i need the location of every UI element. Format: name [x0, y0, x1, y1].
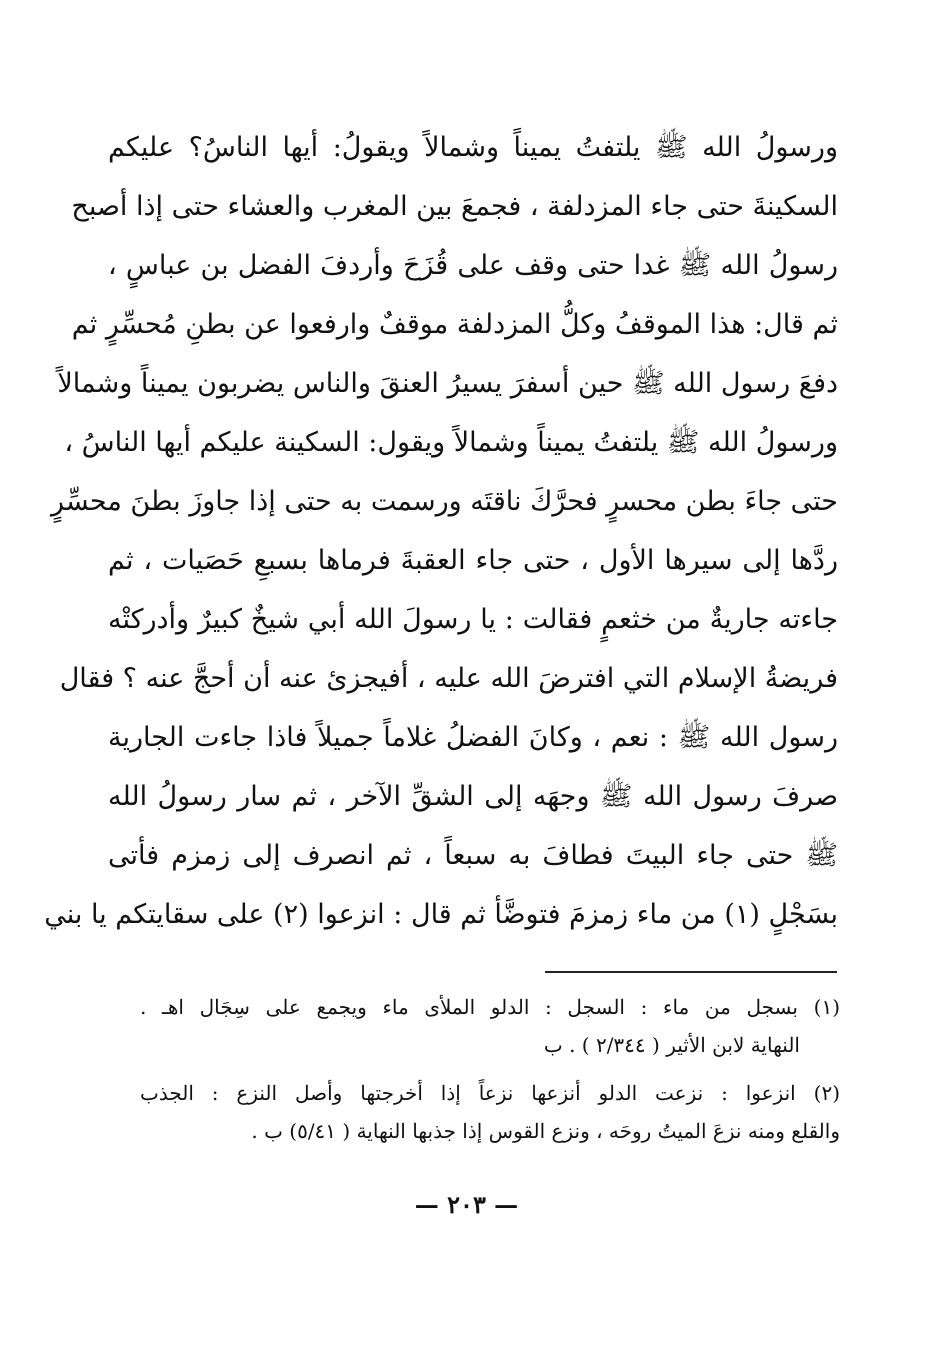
text-line: ﷺ حتى جاء البيتَ فطافَ به سبعاً ، ثم انصرف إلى زمزم فأتى — [108, 840, 838, 871]
footnote-gap — [140, 1064, 840, 1074]
text-line: رسولُ الله ﷺ غدا حتى وقف على قُزَحَ وأردفَ الفضل بن عباسٍ ، — [108, 250, 838, 281]
text-line: ورسولُ الله ﷺ يلتفتُ يميناً وشمالاً ويقول: السكينة عليكم أيها الناسُ ، — [64, 427, 838, 458]
footnote-2-line-1: (٢) انزعوا : نزعت الدلو أنزعها نزعاً إذا أخرجتها وأصل النزع : الجذب — [140, 1081, 840, 1105]
footnote-1-line-2: النهاية لابن الأثير ( ٢/٣٤٤ ) . ب — [543, 1033, 800, 1057]
text-line: بسَجْلٍ (١) من ماء زمزمَ فتوضَّأ ثم قال : انزعوا (٢) على سقايتكم يا بني — [44, 899, 838, 930]
footnote-separator — [545, 971, 837, 973]
footnote-2-line-2: والقلع ومنه نزعَ الميتُ روحَه ، ونزع القوس إذا جذبها النهاية ( ٥/٤١) ب . — [251, 1119, 840, 1143]
footnotes-block — [140, 988, 840, 1150]
text-line: ردَّها إلى سيرها الأول ، حتى جاء العقبةَ فرماها بسبعِ حَصَيات ، ثم — [108, 545, 838, 576]
text-line: السكينةَ حتى جاء المزدلفة ، فجمعَ بين المغرب والعشاء حتى إذا أصبح — [71, 191, 838, 222]
text-line: دفعَ رسول الله ﷺ حين أسفرَ يسيرُ العنقَ والناس يضربون يميناً وشمالاً — [57, 368, 838, 399]
text-line: ثم قال: هذا الموقفُ وكلُّ المزدلفة موقفٌ وارفعوا عن بطنِ مُحسِّرٍ ثم — [71, 309, 838, 340]
text-line: رسول الله ﷺ : نعم ، وكانَ الفضلُ غلاماً جميلاً فاذا جاءت الجارية — [108, 722, 838, 753]
text-line: فريضةُ الإسلام التي افترضَ الله عليه ، أفيجزئ عنه أن أحجَّ عنه ؟ فقال — [59, 663, 838, 694]
text-line: صرفَ رسول الله ﷺ وجهَه إلى الشقِّ الآخر ، ثم سار رسولُ الله — [108, 781, 838, 812]
page-number: — ٢٠٣ — — [414, 1190, 519, 1219]
footnote-1-line-1: (١) بسجل من ماء : السجل : الدلو الملأى ماء ويجمع على سِجَال اهـ . — [140, 995, 840, 1019]
text-line: ورسولُ الله ﷺ يلتفتُ يميناً وشمالاً ويقولُ: أيها الناسُ؟ عليكم — [108, 132, 838, 163]
text-line: جاءته جاريةٌ من خثعمٍ فقالت : يا رسولَ الله أبي شيخٌ كبيرٌ وأدركتْه — [108, 604, 838, 635]
main-text-block — [44, 118, 838, 944]
text-line: حتى جاءَ بطن محسرٍ فحرَّكَ ناقتَه ورسمت به حتى إذا جاوزَ بطنَ محسِّرٍ — [50, 486, 838, 517]
